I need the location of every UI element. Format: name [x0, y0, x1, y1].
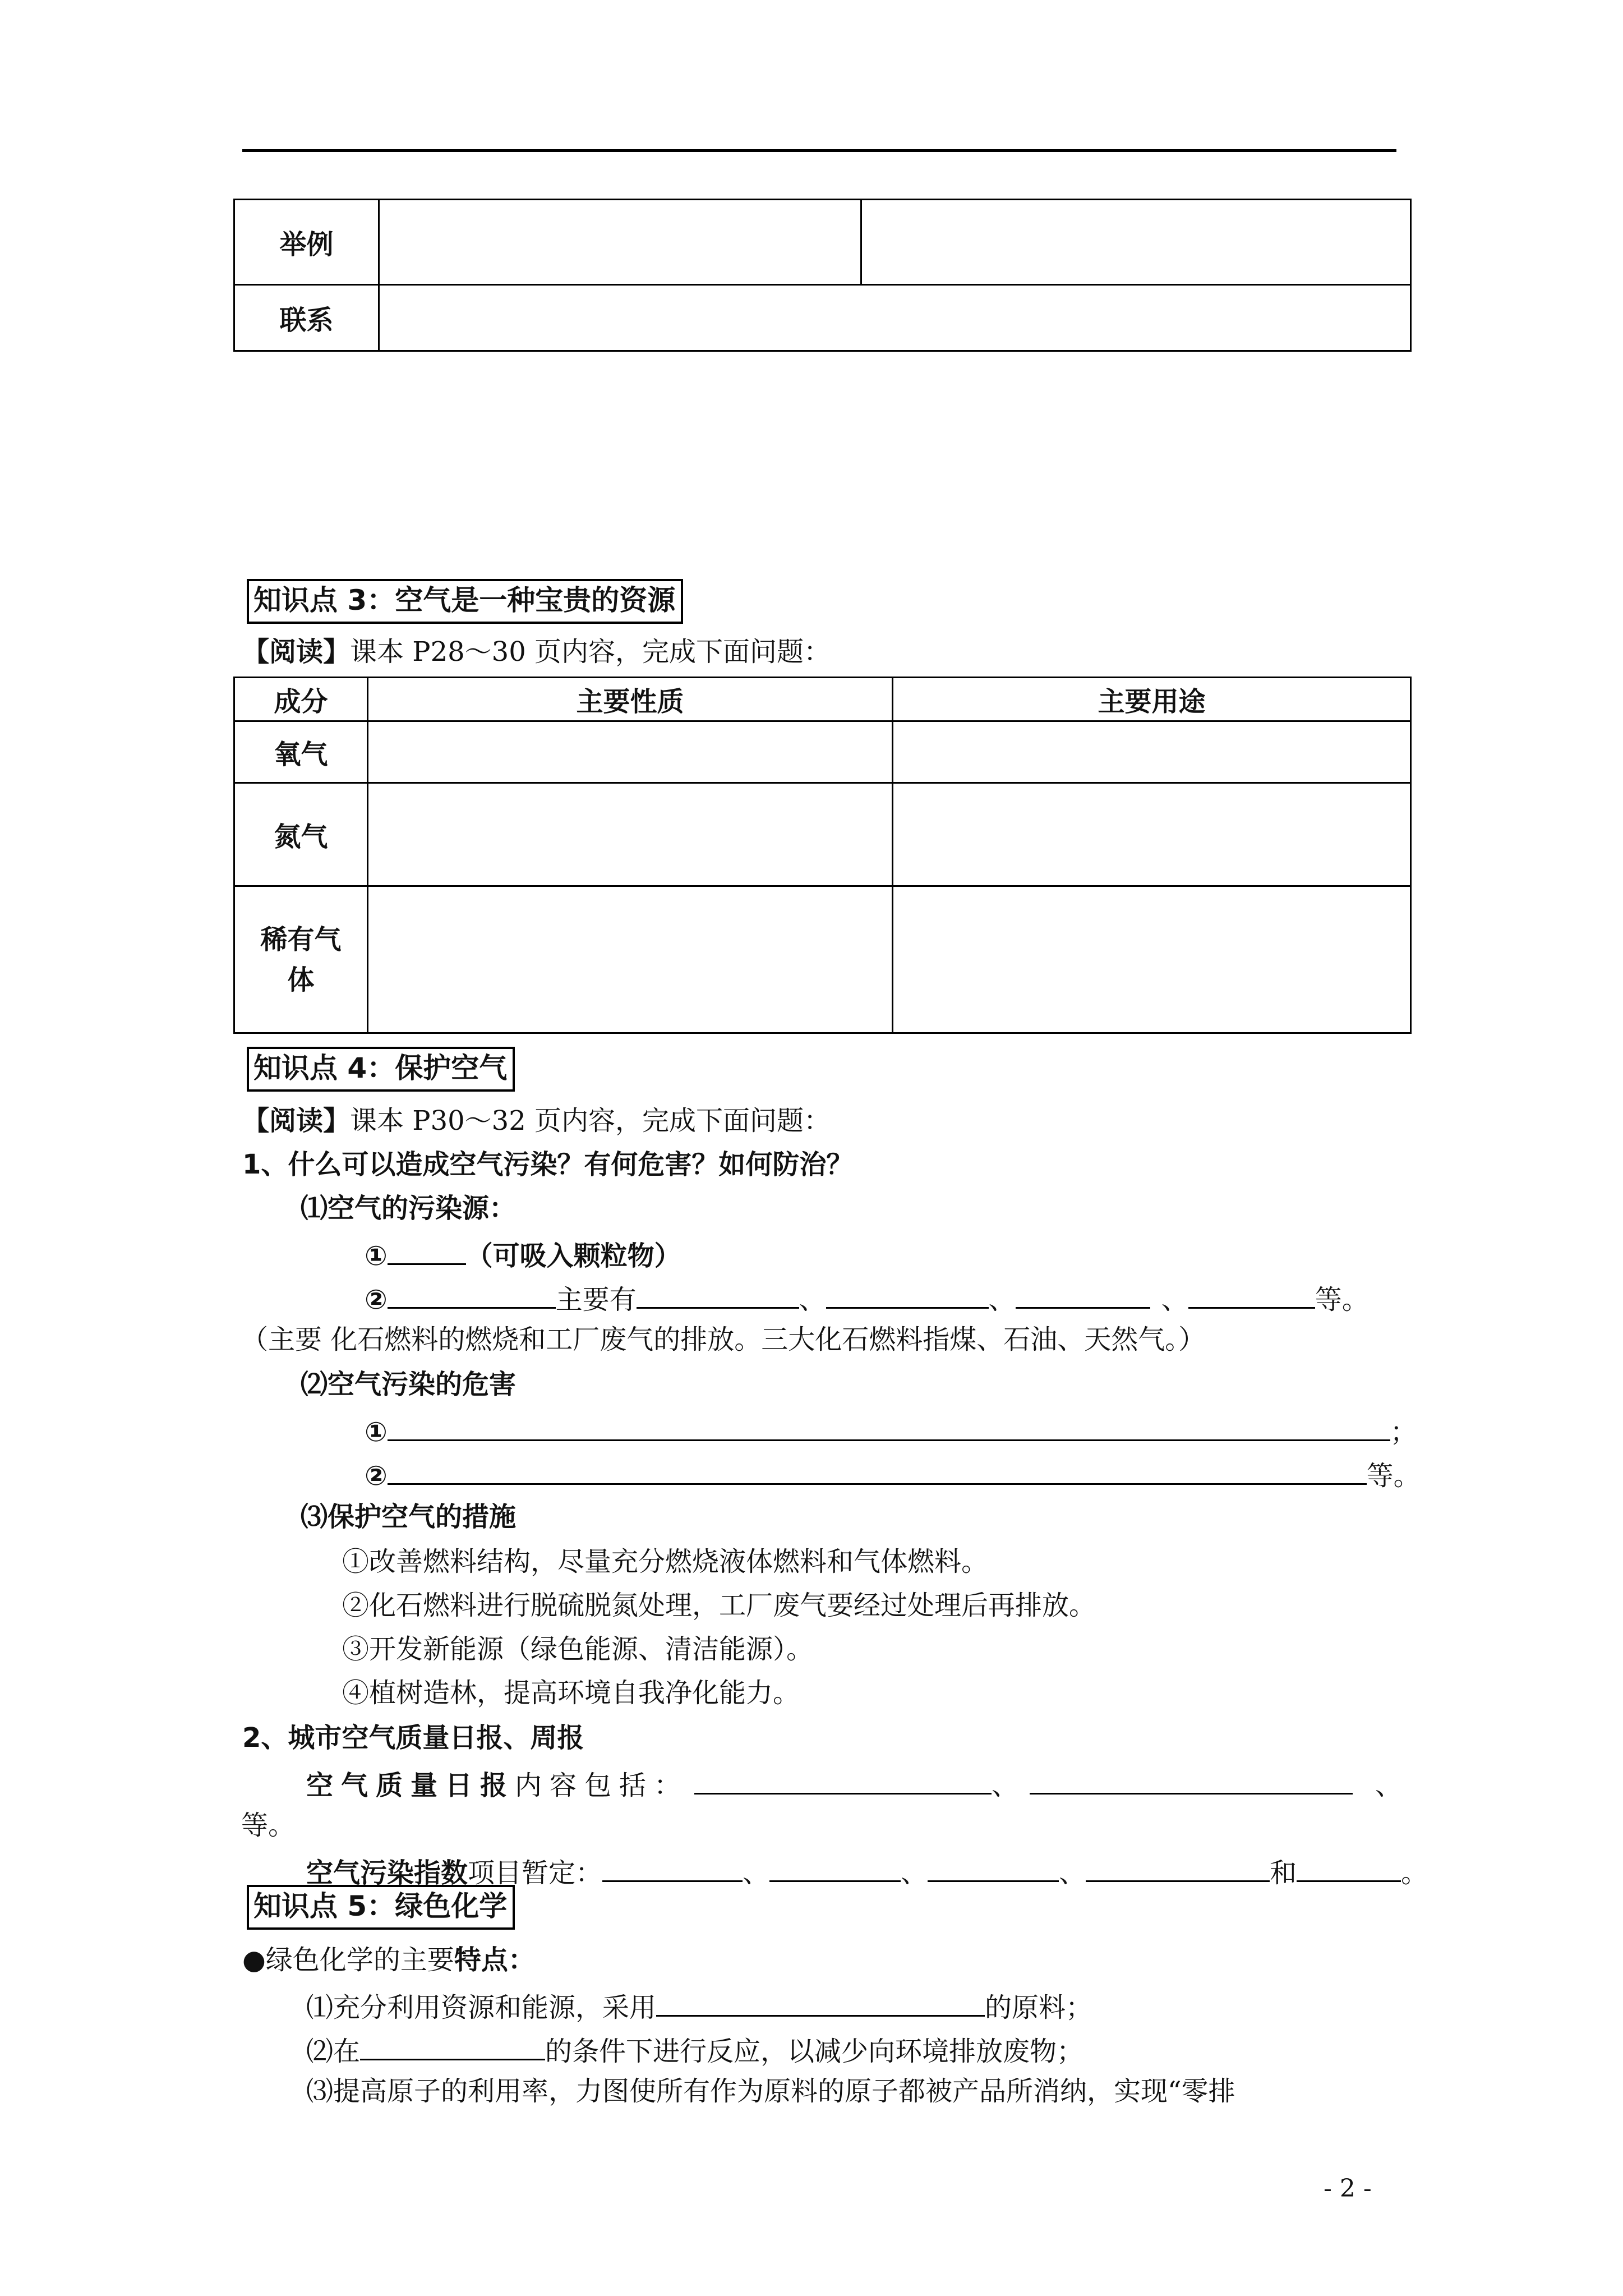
header-rule	[242, 149, 1396, 152]
kp4-sub-measures: ⑶保护空气的措施	[301, 1501, 517, 1533]
kp4-read-text: 课本 P30～32 页内容，完成下面问题：	[350, 1105, 831, 1137]
blank-raw-material[interactable]	[656, 1986, 985, 2017]
item2-end: 等。	[1315, 1284, 1369, 1315]
index-text: 项目暂定：	[468, 1857, 603, 1889]
daily-report-line	[306, 1764, 1402, 1803]
feature-2-b: 的条件下进行反应，以减少向环境排放废物；	[545, 2036, 1084, 2067]
index-end: 。	[1401, 1857, 1428, 1889]
row-noble-gas-line2: 体	[287, 964, 315, 996]
item1-text: （可吸入颗粒物）	[465, 1240, 681, 1272]
blank-index-3[interactable]	[928, 1851, 1059, 1882]
sep-1: 、	[799, 1284, 826, 1315]
header-component: 成分	[234, 678, 368, 721]
kp4-harm-1	[365, 1410, 1417, 1450]
kp3-title: 知识点 3：空气是一种宝贵的资源	[247, 579, 683, 624]
cell-example-1	[379, 200, 861, 285]
harm1-number: ①	[365, 1416, 388, 1448]
page-number: - 2 -	[1324, 2174, 1372, 2203]
daily-sep2: 、	[1375, 1770, 1403, 1801]
item1-number: ①	[365, 1240, 388, 1272]
measure-3: ③开发新能源（绿色能源、清洁能源）。	[342, 1634, 814, 1665]
blank-index-1[interactable]	[602, 1851, 743, 1882]
kp4-read-prefix: 【阅读】	[242, 1105, 351, 1137]
feature-1-b: 的原料；	[985, 1992, 1093, 2023]
cell-oxygen-usage	[893, 721, 1411, 783]
kp3-read-prefix: 【阅读】	[242, 636, 351, 668]
blank-index-4[interactable]	[1086, 1851, 1270, 1882]
blank-particulate[interactable]	[388, 1234, 466, 1265]
feature-2-a: ⑵在	[306, 2036, 361, 2067]
kp4-read	[242, 1103, 831, 1139]
index-sep-1: 、	[743, 1857, 770, 1889]
cell-noble-property	[368, 886, 893, 1033]
kp4-question-1: 1、什么可以造成空气污染？有何危害？如何防治？	[242, 1149, 854, 1180]
blank-gas-1[interactable]	[637, 1278, 799, 1309]
blank-pollutant-gas[interactable]	[388, 1278, 556, 1309]
kp3-read-text: 课本 P28～30 页内容，完成下面问题：	[350, 636, 831, 668]
feature-bold: 特点：	[454, 1944, 535, 1976]
header-usage: 主要用途	[893, 678, 1411, 721]
blank-gas-2[interactable]	[826, 1278, 989, 1309]
feature-2	[306, 2030, 1083, 2069]
harm1-end: ；	[1390, 1416, 1417, 1448]
kp5-title: 知识点 5：绿色化学	[247, 1885, 515, 1930]
bullet-icon: ●	[242, 1944, 266, 1976]
blank-daily-1[interactable]	[694, 1764, 992, 1795]
index-and: 和	[1270, 1857, 1297, 1889]
daily-sep: 、	[992, 1770, 1019, 1801]
header-property: 主要性质	[368, 678, 893, 721]
index-label: 空气污染指数	[306, 1857, 468, 1889]
blank-index-5[interactable]	[1297, 1851, 1401, 1882]
blank-gas-3[interactable]	[1016, 1278, 1150, 1309]
item2-mid: 主要有	[555, 1284, 637, 1315]
measure-4: ④植树造林，提高环境自我净化能力。	[342, 1677, 800, 1709]
blank-gas-4[interactable]	[1188, 1278, 1315, 1309]
kp4-item-2	[365, 1278, 1369, 1318]
item2-number: ②	[365, 1284, 388, 1315]
cell-noble-usage	[893, 886, 1411, 1033]
blank-harm-2[interactable]	[388, 1454, 1367, 1485]
blank-daily-2[interactable]	[1030, 1764, 1353, 1795]
row-label-relation: 联系	[234, 285, 379, 351]
row-nitrogen: 氮气	[234, 783, 368, 886]
top-table	[233, 199, 1412, 352]
sep-3: 、	[1161, 1284, 1188, 1315]
row-oxygen: 氧气	[234, 721, 368, 783]
cell-relation	[379, 285, 1411, 351]
blank-condition[interactable]	[360, 2030, 545, 2060]
harm2-end: 等。	[1366, 1460, 1421, 1492]
kp3-read	[242, 634, 831, 670]
daily-end: 等。	[241, 1810, 296, 1841]
kp4-title: 知识点 4：保护空气	[247, 1047, 515, 1092]
kp5-feature-heading	[242, 1942, 535, 1978]
cell-oxygen-property	[368, 721, 893, 783]
kp4-note: （主要 化石燃料的燃烧和工厂废气的排放。三大化石燃料指煤、石油、天然气。）	[241, 1324, 1206, 1355]
cell-nitrogen-property	[368, 783, 893, 886]
daily-text: 内容包括：	[515, 1770, 689, 1801]
feature-prefix: 绿色化学的主要	[265, 1944, 454, 1976]
row-label-example: 举例	[234, 200, 379, 285]
daily-label: 空气质量日报	[306, 1770, 515, 1801]
kp4-question-2: 2、城市空气质量日报、周报	[242, 1722, 584, 1754]
feature-1	[306, 1986, 1092, 2026]
cell-nitrogen-usage	[893, 783, 1411, 886]
harm2-number: ②	[365, 1460, 388, 1492]
measure-1: ①改善燃料结构，尽量充分燃烧液体燃料和气体燃料。	[342, 1546, 989, 1577]
measure-2: ②化石燃料进行脱硫脱氮处理，工厂废气要经过处理后再排放。	[342, 1590, 1096, 1621]
index-sep-2: 、	[901, 1857, 928, 1889]
kp4-sub-harm: ⑵空气污染的危害	[301, 1369, 517, 1400]
kp4-harm-2	[365, 1454, 1421, 1494]
kp4-sub-sources: ⑴空气的污染源：	[301, 1193, 517, 1224]
blank-harm-1[interactable]	[388, 1410, 1390, 1441]
row-noble-gas-line1: 稀有气	[260, 923, 342, 955]
feature-1-a: ⑴充分利用资源和能源，采用	[306, 1992, 657, 2023]
blank-index-2[interactable]	[769, 1851, 901, 1882]
kp3-table	[233, 677, 1412, 1034]
index-sep-3: 、	[1059, 1857, 1086, 1889]
kp4-item-1	[365, 1234, 681, 1274]
cell-example-2	[861, 200, 1411, 285]
feature-3: ⑶提高原子的利用率，力图使所有作为原料的原子都被产品所消纳，实现“零排	[306, 2076, 1235, 2107]
sep-2: 、	[988, 1284, 1016, 1315]
row-noble-gas	[234, 886, 368, 1033]
